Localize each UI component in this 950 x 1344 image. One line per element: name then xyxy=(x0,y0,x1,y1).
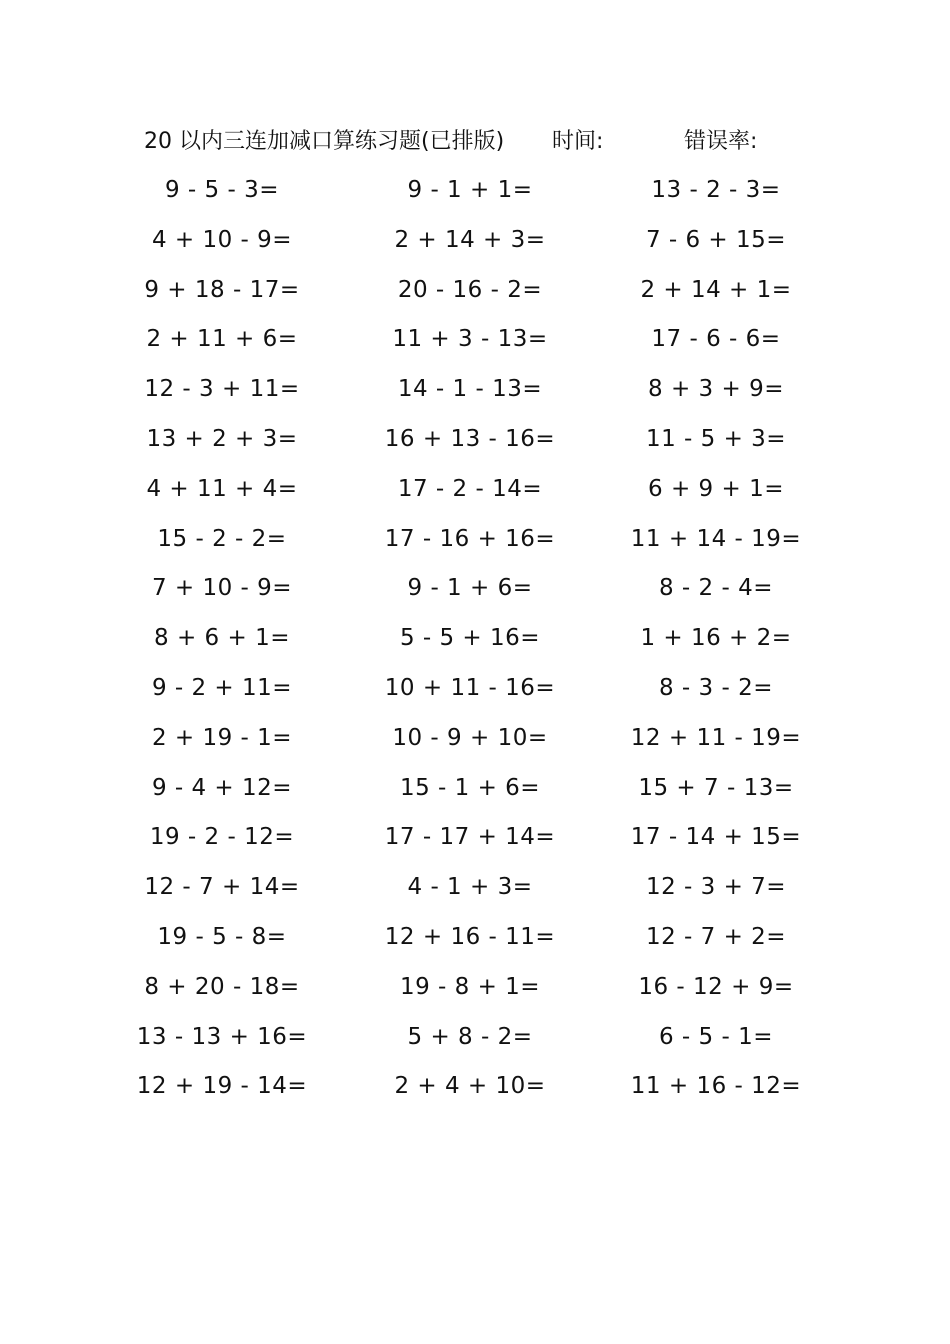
problem-row xyxy=(0,664,950,714)
math-problem: 2 + 14 + 1= xyxy=(640,276,792,303)
problem-row xyxy=(0,315,950,365)
math-problem: 19 - 8 + 1= xyxy=(399,973,541,1000)
math-problem: 2 + 11 + 6= xyxy=(146,326,298,353)
math-problem: 5 + 8 - 2= xyxy=(407,1023,533,1050)
problem-row xyxy=(0,1013,950,1063)
math-problem: 17 - 17 + 14= xyxy=(384,824,556,851)
math-problem: 8 + 20 - 18= xyxy=(144,973,300,1000)
math-problem: 13 + 2 + 3= xyxy=(146,425,298,452)
math-problem: 9 - 4 + 12= xyxy=(151,774,293,801)
worksheet-title: 20 以内三连加减口算练习题(已排版) xyxy=(144,129,505,154)
math-problem: 9 - 5 - 3= xyxy=(164,177,279,203)
math-problem: 11 + 14 - 19= xyxy=(630,525,802,552)
math-problem: 6 + 9 + 1= xyxy=(648,475,784,502)
math-problem: 8 - 3 - 2= xyxy=(658,674,773,701)
problem-row xyxy=(0,1062,950,1112)
math-problem: 9 - 2 + 11= xyxy=(151,674,293,701)
error-rate-label: 错误率: xyxy=(684,129,758,154)
math-problem: 14 - 1 - 13= xyxy=(397,376,543,403)
math-problem: 5 - 5 + 16= xyxy=(399,625,541,652)
math-problem: 17 - 14 + 15= xyxy=(630,824,802,851)
time-label: 时间: xyxy=(552,129,604,154)
math-problem: 9 - 1 + 6= xyxy=(407,575,533,602)
math-problem: 11 + 16 - 12= xyxy=(630,1073,802,1100)
problem-row xyxy=(0,166,950,216)
problem-row xyxy=(0,266,950,316)
math-problem: 13 - 2 - 3= xyxy=(651,177,781,203)
math-problem: 17 - 2 - 14= xyxy=(397,475,543,502)
math-problem: 13 - 13 + 16= xyxy=(136,1023,308,1050)
math-problem: 12 + 19 - 14= xyxy=(136,1073,308,1100)
math-problem: 2 + 19 - 1= xyxy=(151,724,293,751)
math-problem: 2 + 14 + 3= xyxy=(394,226,546,253)
problem-grid xyxy=(0,166,950,1112)
math-problem: 1 + 16 + 2= xyxy=(640,625,792,652)
math-problem: 7 + 10 - 9= xyxy=(151,575,293,602)
math-problem: 8 - 2 - 4= xyxy=(658,575,773,602)
problem-row xyxy=(0,465,950,515)
math-problem: 12 + 11 - 19= xyxy=(630,724,802,751)
math-problem: 12 - 7 + 14= xyxy=(144,874,300,901)
problem-row xyxy=(0,415,950,465)
math-problem: 11 - 5 + 3= xyxy=(645,425,787,452)
problem-row xyxy=(0,714,950,764)
problem-row xyxy=(0,564,950,614)
problem-row xyxy=(0,614,950,664)
worksheet-header xyxy=(144,124,784,160)
math-problem: 8 + 3 + 9= xyxy=(648,376,784,403)
math-problem: 4 + 10 - 9= xyxy=(151,226,293,253)
problem-row xyxy=(0,963,950,1013)
math-problem: 19 - 2 - 12= xyxy=(149,824,295,851)
math-problem: 10 - 9 + 10= xyxy=(392,724,548,751)
math-problem: 4 - 1 + 3= xyxy=(407,874,533,901)
math-problem: 12 - 3 + 7= xyxy=(645,874,787,901)
math-problem: 11 + 3 - 13= xyxy=(392,326,548,353)
problem-row xyxy=(0,764,950,814)
math-problem: 12 - 7 + 2= xyxy=(645,923,787,950)
math-problem: 2 + 4 + 10= xyxy=(394,1073,546,1100)
math-problem: 15 + 7 - 13= xyxy=(638,774,794,801)
math-problem: 12 + 16 - 11= xyxy=(384,923,556,950)
math-problem: 15 - 2 - 2= xyxy=(157,525,287,552)
math-problem: 15 - 1 + 6= xyxy=(399,774,541,801)
problem-row xyxy=(0,863,950,913)
math-problem: 20 - 16 - 2= xyxy=(397,276,543,303)
math-problem: 6 - 5 - 1= xyxy=(658,1023,773,1050)
problem-row xyxy=(0,365,950,415)
problem-row xyxy=(0,913,950,963)
math-problem: 19 - 5 - 8= xyxy=(157,923,287,950)
math-problem: 7 - 6 + 15= xyxy=(645,226,787,253)
problem-row xyxy=(0,216,950,266)
math-problem: 9 + 18 - 17= xyxy=(144,276,300,303)
problem-row xyxy=(0,813,950,863)
math-problem: 16 - 12 + 9= xyxy=(638,973,794,1000)
math-problem: 17 - 16 + 16= xyxy=(384,525,556,552)
math-problem: 8 + 6 + 1= xyxy=(154,625,290,652)
math-problem: 10 + 11 - 16= xyxy=(384,674,556,701)
math-problem: 9 - 1 + 1= xyxy=(407,177,533,203)
problem-row xyxy=(0,515,950,565)
math-problem: 4 + 11 + 4= xyxy=(146,475,298,502)
math-problem: 17 - 6 - 6= xyxy=(651,326,781,353)
math-problem: 16 + 13 - 16= xyxy=(384,425,556,452)
math-problem: 12 - 3 + 11= xyxy=(144,376,300,403)
